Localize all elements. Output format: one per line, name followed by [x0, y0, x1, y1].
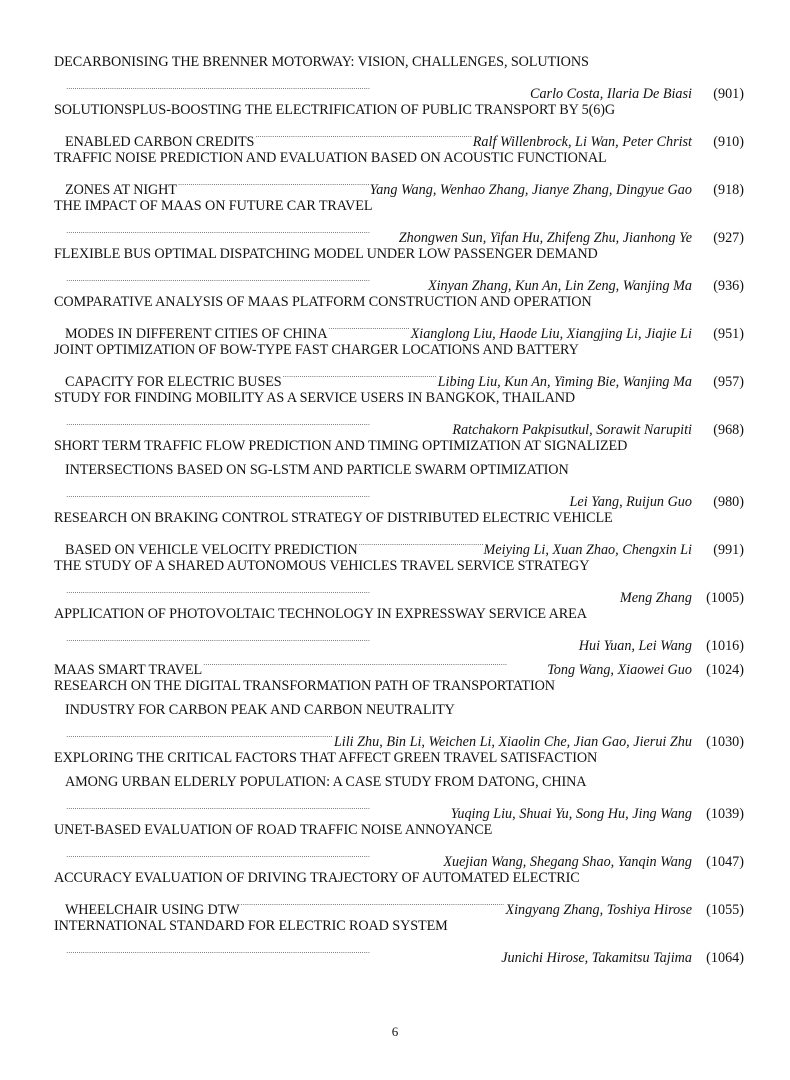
toc-entry-title-end: MODES IN DIFFERENT CITIES OF CHINA: [65, 326, 328, 342]
toc-entry-page: (968): [713, 422, 744, 438]
toc-entry-authors: Junichi Hirose, Takamitsu Tajima: [501, 950, 692, 966]
toc-entry-lead-row: [54, 530, 744, 558]
toc-entry-lead-row: [54, 722, 744, 750]
toc-entry-authors: Ralf Willenbrock, Li Wan, Peter Christ: [472, 134, 692, 150]
toc-entry-page: (901): [713, 86, 744, 102]
toc-entry-lead-row: [54, 266, 744, 294]
toc-entry-authors: Hui Yuan, Lei Wang: [578, 638, 692, 654]
toc-entry-title: THE STUDY OF A SHARED AUTONOMOUS VEHICLES TRAVEL SERVICE STRATEGY: [54, 558, 590, 574]
dot-leader: [283, 362, 437, 386]
toc-entry-page: (936): [713, 278, 744, 294]
toc-entry-lead-row: [54, 890, 744, 918]
toc-entry-lead-row: [54, 410, 744, 438]
toc-entry-lead-row: [54, 218, 744, 246]
toc-entry-lead-row: [54, 578, 744, 606]
toc-entry-page: (951): [713, 326, 744, 342]
toc-entry-page: (1030): [706, 734, 744, 750]
toc-entry-authors: Lei Yang, Ruijun Guo: [569, 494, 692, 510]
toc-entry-authors: Yang Wang, Wenhao Zhang, Jianye Zhang, Dingyue Gao: [369, 182, 692, 198]
toc-entry-title: EXPLORING THE CRITICAL FACTORS THAT AFFECT GREEN TRAVEL SATISFACTION: [54, 750, 598, 766]
toc-entry-authors: Xuejian Wang, Shegang Shao, Yanqin Wang: [443, 854, 692, 870]
dot-leader: [66, 842, 442, 866]
toc-entry-lead-row: [54, 74, 744, 102]
toc-entry-page: (1016): [706, 638, 744, 654]
toc-entry-title: ACCURACY EVALUATION OF DRIVING TRAJECTORY OF AUTOMATED ELECTRIC: [54, 870, 580, 886]
toc-entry-page: (1039): [706, 806, 744, 822]
toc-entry-title-end: CAPACITY FOR ELECTRIC BUSES: [65, 374, 282, 390]
toc-entry-page: (1024): [706, 662, 744, 678]
toc-entry-title: INTERSECTIONS BASED ON SG-LSTM AND PARTICLE SWARM OPTIMIZATION: [65, 462, 569, 478]
toc-entry-page: (1055): [706, 902, 744, 918]
toc-entry-title: JOINT OPTIMIZATION OF BOW-TYPE FAST CHARGER LOCATIONS AND BATTERY: [54, 342, 579, 358]
toc-entry-authors: Yuqing Liu, Shuai Yu, Song Hu, Jing Wang: [450, 806, 692, 822]
toc-entry-page: (957): [713, 374, 744, 390]
toc-entry-title: DECARBONISING THE BRENNER MOTORWAY: VISION, CHALLENGES, SOLUTIONS: [54, 54, 589, 70]
toc-entry-title: RESEARCH ON THE DIGITAL TRANSFORMATION PATH OF TRANSPORTATION: [54, 678, 555, 694]
toc-entry-title: TRAFFIC NOISE PREDICTION AND EVALUATION BASED ON ACOUSTIC FUNCTIONAL: [54, 150, 607, 166]
toc-entry-page: (910): [713, 134, 744, 150]
dot-leader: [178, 170, 369, 194]
dot-leader: [66, 938, 500, 962]
dot-leader: [66, 410, 451, 434]
toc-entry-lead-row: [54, 794, 744, 822]
dot-leader: [255, 122, 471, 146]
toc-entry-authors: Ratchakorn Pakpisutkul, Sorawit Narupiti: [452, 422, 692, 438]
toc-entry-title-end: WHEELCHAIR USING DTW: [65, 902, 240, 918]
toc-entry-title: AMONG URBAN ELDERLY POPULATION: A CASE STUDY FROM DATONG, CHINA: [65, 774, 587, 790]
toc-entry[interactable]: [54, 434, 744, 510]
toc-entry-page: (980): [713, 494, 744, 510]
toc-entry-authors: Carlo Costa, Ilaria De Biasi: [530, 86, 692, 102]
toc-entry-title: COMPARATIVE ANALYSIS OF MAAS PLATFORM CONSTRUCTION AND OPERATION: [54, 294, 592, 310]
toc-entry-authors: Xingyang Zhang, Toshiya Hirose: [505, 902, 692, 918]
toc-entry-title-end: BASED ON VEHICLE VELOCITY PREDICTION: [65, 542, 358, 558]
toc-entry-authors: Libing Liu, Kun An, Yiming Bie, Wanjing Ma: [437, 374, 692, 390]
dot-leader: [66, 794, 450, 818]
dot-leader: [203, 650, 546, 674]
dot-leader: [241, 890, 505, 914]
dot-leader: [66, 626, 578, 650]
toc-entry-lead-row: [54, 938, 744, 966]
toc-entry[interactable]: [54, 674, 744, 750]
table-of-contents: [54, 50, 744, 966]
toc-entry-title: SHORT TERM TRAFFIC FLOW PREDICTION AND TIMING OPTIMIZATION AT SIGNALIZED: [54, 438, 628, 454]
toc-entry-authors: Zhongwen Sun, Yifan Hu, Zhifeng Zhu, Jianhong Ye: [398, 230, 692, 246]
toc-entry-lead-row: [54, 482, 744, 510]
toc-entry[interactable]: [54, 746, 744, 822]
toc-entry-lead-row: [54, 362, 744, 390]
toc-entry-title: STUDY FOR FINDING MOBILITY AS A SERVICE USERS IN BANGKOK, THAILAND: [54, 390, 576, 406]
dot-leader: [66, 266, 427, 290]
toc-entry-title: APPLICATION OF PHOTOVOLTAIC TECHNOLOGY IN EXPRESSWAY SERVICE AREA: [54, 606, 587, 622]
toc-entry-title-end: MAAS SMART TRAVEL: [54, 662, 203, 678]
toc-entry-page: (927): [713, 230, 744, 246]
dot-leader: [66, 482, 569, 506]
dot-leader: [328, 314, 409, 338]
toc-entry-title: SOLUTIONSPLUS-BOOSTING THE ELECTRIFICATION OF PUBLIC TRANSPORT BY 5(6)G: [54, 102, 616, 118]
toc-entry[interactable]: [54, 50, 744, 102]
toc-entry-title: RESEARCH ON BRAKING CONTROL STRATEGY OF DISTRIBUTED ELECTRIC VEHICLE: [54, 510, 613, 526]
toc-entry-lead-row: [54, 842, 744, 870]
dot-leader: [359, 530, 483, 554]
dot-leader: [66, 578, 619, 602]
toc-entry-title: INDUSTRY FOR CARBON PEAK AND CARBON NEUTRALITY: [65, 702, 455, 718]
toc-entry-title: UNET-BASED EVALUATION OF ROAD TRAFFIC NOISE ANNOYANCE: [54, 822, 493, 838]
toc-entry-title: THE IMPACT OF MAAS ON FUTURE CAR TRAVEL: [54, 198, 373, 214]
toc-entry-title: INTERNATIONAL STANDARD FOR ELECTRIC ROAD SYSTEM: [54, 918, 448, 934]
toc-entry-title-end: ZONES AT NIGHT: [65, 182, 177, 198]
page-number: 6: [391, 1024, 399, 1039]
toc-entry-lead-row: [54, 314, 744, 342]
toc-entry-lead-row: [54, 170, 744, 198]
dot-leader: [66, 74, 529, 98]
toc-entry-lead-row: [54, 122, 744, 150]
toc-entry-authors: Meng Zhang: [619, 590, 692, 606]
dot-leader: [66, 218, 398, 242]
dot-leader: [66, 722, 333, 746]
toc-entry-page: (1005): [706, 590, 744, 606]
toc-entry-title: FLEXIBLE BUS OPTIMAL DISPATCHING MODEL UNDER LOW PASSENGER DEMAND: [54, 246, 598, 262]
toc-entry-page: (1047): [706, 854, 744, 870]
toc-entry-authors: Meiying Li, Xuan Zhao, Chengxin Li: [483, 542, 692, 558]
toc-entry-page: (918): [713, 182, 744, 198]
toc-entry-authors: Xianglong Liu, Haode Liu, Xiangjing Li, Jiajie Li: [410, 326, 692, 342]
toc-entry-authors: Lili Zhu, Bin Li, Weichen Li, Xiaolin Che, Jian Gao, Jierui Zhu: [333, 734, 692, 750]
toc-entry-authors: Xinyan Zhang, Kun An, Lin Zeng, Wanjing Ma: [427, 278, 692, 294]
toc-entry-lead-row: [54, 626, 744, 654]
toc-entry-authors: Tong Wang, Xiaowei Guo: [547, 662, 692, 678]
toc-entry-title-end: ENABLED CARBON CREDITS: [65, 134, 255, 150]
toc-entry-page: (1064): [706, 950, 744, 966]
toc-entry-page: (991): [713, 542, 744, 558]
